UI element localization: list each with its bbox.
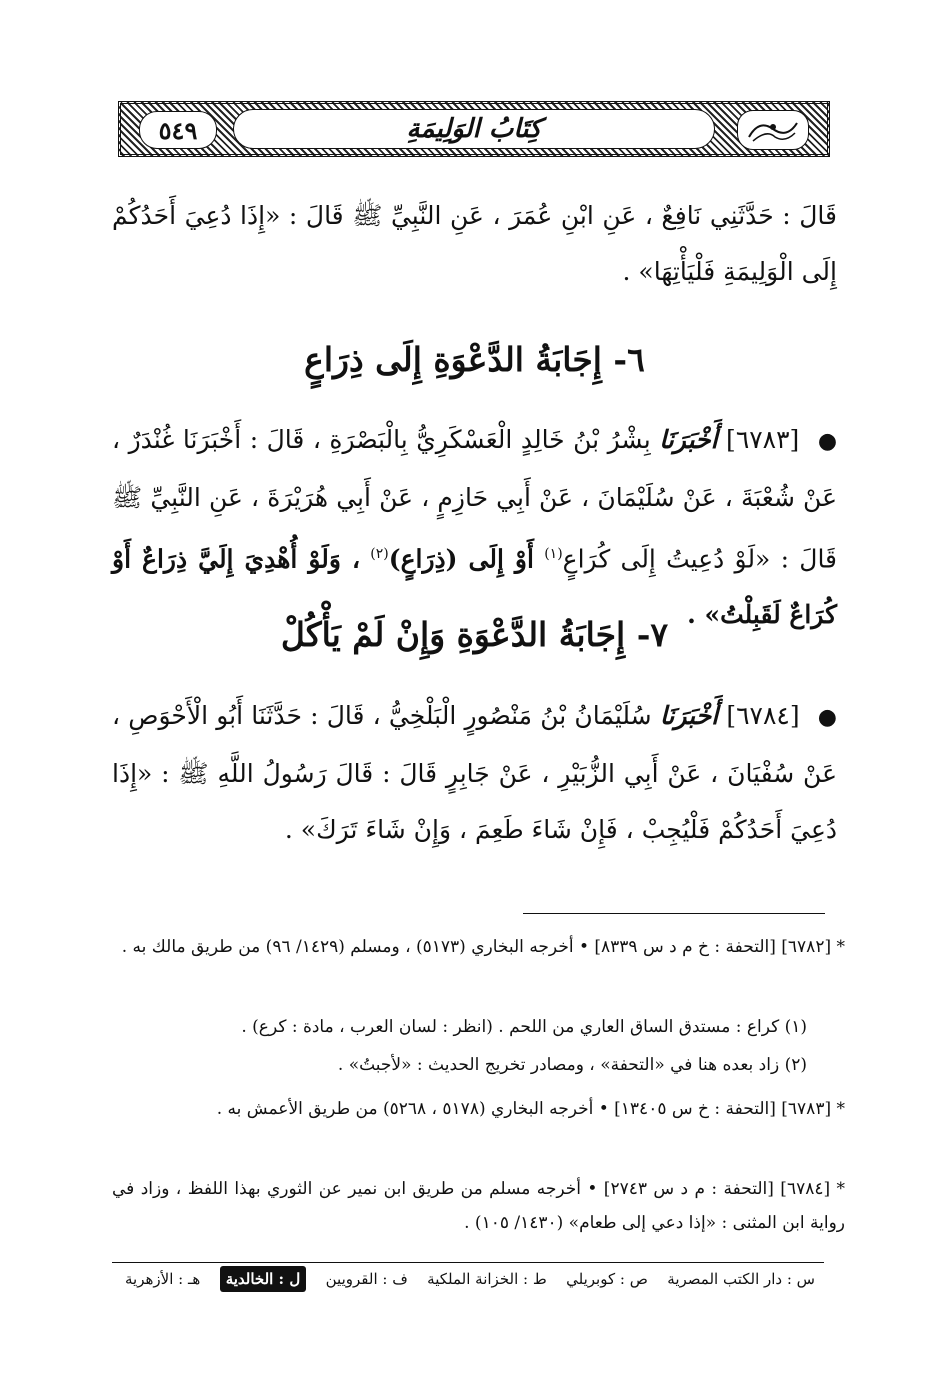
siglum-fa: ف : القرويين	[325, 1270, 408, 1288]
intro-paragraph: قَالَ : حَدَّثَنِي نَافِعٌ ، عَنِ ابْنِ عُمَرَ ، عَنِ النَّبِيِّ ﷺ قَالَ : «إِذَا دُعِيَ أَحَدُكُمْ إِلَى الْوَلِيمَةِ فَلْيَأْتِهَا» .	[112, 201, 837, 286]
footnote-2	[112, 1048, 845, 1082]
book-title: كِتَابُ الوَلِيمَةِ	[406, 114, 542, 144]
hadith-6784-akhbarana: أَخْبَرَنَا	[659, 701, 719, 730]
page-number: ٥٤٩	[158, 115, 198, 145]
hadith-6784-text: سُلَيْمَانُ بْنُ مَنْصُورٍ الْبَلْخِيُّ ، قَالَ : حَدَّثَنَا أَبُو الْأَحْوَصِ ، عَنْ سُفْيَانَ ، عَنْ أَبِي الزُّبَيْرِ ، عَنْ جَابِرٍ قَالَ : قَالَ رَسُولُ اللَّهِ ﷺ : «إِذَا دُعِيَ أَحَدُكُمْ فَلْيُجِبْ ، فَإِنْ شَاءَ طَعِمَ ، وَإِنْ شَاءَ تَرَكَ» .	[112, 701, 837, 844]
hadith-6783-block	[112, 412, 837, 643]
page-header-frame	[118, 101, 830, 157]
footnote-1-text: (١) كراع : مستدق الساق العاري من اللحم . (انظر : لسان العرب ، مادة : كرع) .	[241, 1017, 807, 1037]
bullet-icon: ●	[817, 429, 838, 454]
intro-paragraph-block	[112, 188, 837, 300]
hadith-6783-paragraph	[112, 412, 837, 643]
bullet-icon: ●	[817, 705, 837, 730]
chapter-6-title: ٦- إِجَابَةُ الدَّعْوَةِ إِلَى ذِرَاعٍ	[304, 340, 645, 379]
siglum-ta: ط : الخزانة الملكية	[427, 1270, 547, 1288]
chapter-7-title: ٧- إِجَابَةُ الدَّعْوَةِ وَإِنْ لَمْ يَأْكُلْ	[280, 615, 669, 654]
hadith-6783-akhbarana: أَخْبَرَنَا	[659, 425, 718, 454]
hadith-6784-number: [٦٧٨٤]	[726, 701, 800, 730]
hadith-6783-number: [٦٧٨٣]	[726, 425, 800, 454]
footnote-ref-2: (٢)	[370, 546, 389, 562]
footnote-6784: * [٦٧٨٤] [التحفة : م د س ٢٧٤٣] • أخرجه مسلم من طريق ابن نمير عن الثوري بهذا اللفظ ، وزاد في رواية ابن المثنى : «إذا دعي إلى طعام» (١٤٣٠/ ١٠٥) .	[112, 1179, 846, 1233]
footnote-2-text: (٢) زاد بعده هنا في «التحفة» ، ومصادر تخريج الحديث : «لأجبتُ» .	[337, 1055, 807, 1075]
footnote-6782: * [٦٧٨٢] [التحفة : خ م د س ٨٣٣٩] • أخرجه البخاري (٥١٧٣) ، ومسلم (١٤٢٩/ ٩٦) من طريق مالك به .	[121, 937, 845, 957]
siglum-s: س : دار الكتب المصرية	[667, 1270, 815, 1288]
siglum-sad: ص : كوبريلي	[566, 1270, 648, 1288]
siglum-lam: ل : الخالدية	[220, 1266, 307, 1292]
logo-emblem-icon	[745, 115, 801, 145]
hadith-6784-paragraph	[112, 688, 837, 858]
footnote-6783: * [٦٧٨٣] [التحفة : خ س ١٣٤٠٥] • أخرجه البخاري (٥١٧٨ ، ٥٢٦٨) من طريق الأعمش به .	[216, 1099, 845, 1119]
manuscript-sigla	[125, 1266, 815, 1292]
hadith-6784-block	[112, 688, 837, 858]
hadith-6783-middle: أَوْ إِلَى (ذِرَاعٍ)	[388, 544, 534, 574]
siglum-ha: هـ : الأزهرية	[125, 1270, 201, 1288]
footnote-ref-1: (١)	[544, 546, 563, 562]
header-title-panel	[233, 109, 715, 149]
page-number-box	[139, 111, 217, 149]
publisher-logo	[737, 110, 809, 150]
hadith-6783-text: بِشْرُ بْنُ خَالِدٍ الْعَسْكَرِيُّ بِالْبَصْرَةِ ، قَالَ : أَخْبَرَنَا غُنْدَرٌ ، عَنْ شُعْبَةَ ، عَنْ سُلَيْمَانَ ، عَنْ أَبِي حَازِمٍ ، عَنْ أَبِي هُرَيْرَةَ ، عَنِ النَّبِيِّ ﷺ قَالَ : «لَوْ دُعِيتُ إِلَى كُرَاعٍ	[112, 425, 838, 574]
sigla-separator	[112, 1262, 824, 1263]
footnote-separator	[523, 913, 825, 914]
hadith-6783-ending: ، وَلَوْ أُهْدِيَ إِلَيَّ ذِرَاعٌ أَوْ كُرَاعٌ لَقَبِلْتُ» .	[112, 544, 837, 630]
footnote-1	[112, 1010, 845, 1044]
